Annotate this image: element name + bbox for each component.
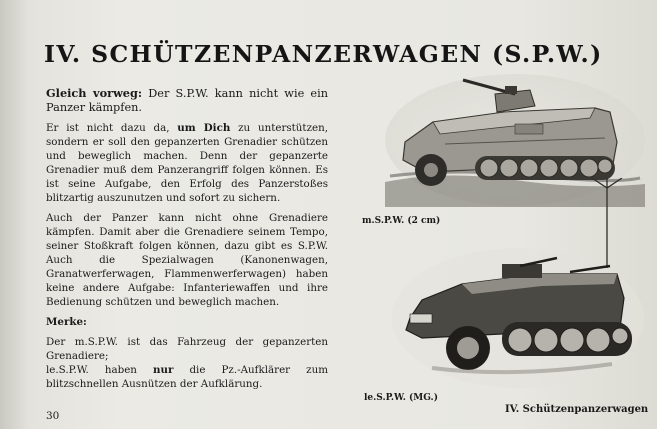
merke-2-bold: nur bbox=[153, 364, 174, 376]
caption-mspw: m.S.P.W. (2 cm) bbox=[362, 216, 441, 226]
intro-bold: Gleich vorweg: bbox=[46, 86, 143, 100]
caption-lespw: le.S.P.W. (MG.) bbox=[364, 393, 438, 403]
merke-2-text-b: die Pz.-Aufklärer zum blitzschnellen Ausnützen der Aufklärung. bbox=[46, 364, 328, 390]
merke-line-1: Der m.S.P.W. ist das Fahrzeug der gepanzerten Grenadiere; bbox=[46, 336, 328, 362]
paragraph-panzer: Auch der Panzer kann nicht ohne Grenadiere kämpfen. Damit aber die Grenadiere seinem Tempo, seiner Stoßkraft folgen können, dazu gibt es S.P.W. Auch die Spezialwagen (Kanonenwagen, Granatwerferwagen, Flammenwerferwagen) haben keine andere Aufgabe: Infanteriewaffen und ihre Bedienung schützen und beweglich machen. bbox=[46, 212, 328, 308]
page-title: IV. SCHÜTZENPANZERWAGEN (S.P.W.) bbox=[44, 40, 603, 68]
merke-2-text-a: le.S.P.W. haben bbox=[46, 364, 153, 376]
merke-label: Merke: bbox=[46, 316, 87, 328]
purpose-text-b: zu unterstützen, sondern er soll den gepanzerten Grenadier schützen und beweglich machen. Denn der gepanzerte Grenadier muß dem Panzerangriff folgen können. Es ist seine Aufgabe, den Erfolg des Panzerstoßes blitzartig auszunutzen und sofort zu sichern. bbox=[46, 122, 328, 204]
purpose-text-a: Er ist nicht dazu da, bbox=[46, 122, 178, 134]
running-footer: IV. Schützenpanzerwagen bbox=[505, 404, 649, 415]
purpose-bold: um Dich bbox=[177, 122, 231, 134]
page-number: 30 bbox=[46, 410, 60, 422]
paragraph-purpose bbox=[46, 121, 328, 205]
paragraph-intro bbox=[46, 86, 328, 115]
merke-line-2 bbox=[46, 363, 328, 391]
body-text-column bbox=[46, 86, 328, 391]
intro-text: Der S.P.W. kann nicht wie ein Panzer kämpfen. bbox=[46, 87, 328, 114]
photo-lespw bbox=[392, 178, 644, 388]
